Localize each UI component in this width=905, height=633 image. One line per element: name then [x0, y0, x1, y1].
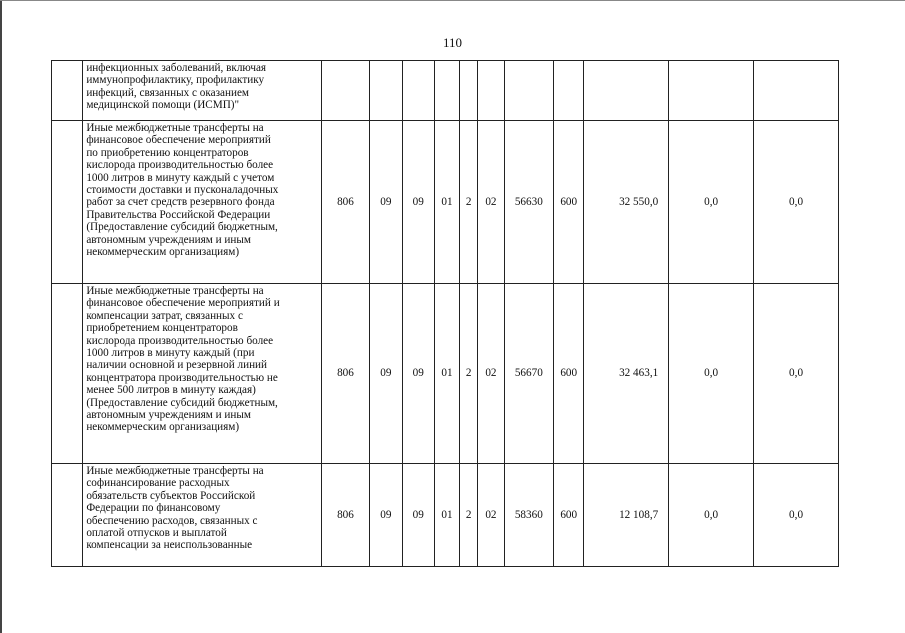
program-code-cell: 01	[434, 464, 459, 567]
table-row	[52, 284, 839, 464]
amount-cell-2	[669, 61, 754, 121]
row-marker-cell	[52, 464, 83, 567]
amount-cell-3: 0,0	[754, 464, 839, 567]
scan-left-edge	[0, 0, 2, 633]
program-code-cell: 01	[434, 121, 459, 284]
event-code-cell	[478, 61, 504, 121]
event-code-cell: 02	[478, 121, 504, 284]
amount-cell-2: 0,0	[669, 284, 754, 464]
amount-cell-3: 0,0	[754, 284, 839, 464]
direction-code-cell: 56670	[504, 284, 554, 464]
amount-cell-1	[584, 61, 669, 121]
direction-code-cell: 56630	[504, 121, 554, 284]
table-row	[52, 61, 839, 121]
event-code-cell: 02	[478, 284, 504, 464]
gr-cell	[321, 61, 369, 121]
description-cell: Иные межбюджетные трансферты на финансовое обеспечение мероприятий по приобретению концентраторов кислорода производительностью более 1000 литров в минуту каждый с учетом стоимости доставки и пусконаладочных работ за счет средств резервного фонда Правительства Российской Федерации (Предоставление субсидий бюджетным, автономным учреждениям и иным некоммерческим организациям)	[83, 121, 321, 284]
amount-cell-1: 32 463,1	[584, 284, 669, 464]
amount-cell-2: 0,0	[669, 121, 754, 284]
subprogram-code-cell: 2	[460, 464, 478, 567]
description-cell: Иные межбюджетные трансферты на софинансирование расходных обязательств субъектов Российской Федерации по финансовому обеспечению расходов, связанных с оплатой отпусков и выплатой компенсации за неиспользованные	[83, 464, 321, 567]
gr-cell: 806	[321, 121, 369, 284]
subprogram-code-cell: 2	[460, 121, 478, 284]
direction-code-cell: 58360	[504, 464, 554, 567]
amount-cell-3	[754, 61, 839, 121]
gr-cell: 806	[321, 464, 369, 567]
table-row	[52, 464, 839, 567]
pr-cell	[402, 61, 434, 121]
pr-cell: 09	[402, 121, 434, 284]
program-code-cell: 01	[434, 284, 459, 464]
amount-cell-1: 12 108,7	[584, 464, 669, 567]
vr-cell: 600	[554, 121, 584, 284]
page-number: 110	[442, 35, 463, 50]
amount-cell-1: 32 550,0	[584, 121, 669, 284]
program-code-cell	[434, 61, 459, 121]
scan-top-edge	[0, 0, 905, 1]
rz-cell: 09	[370, 284, 402, 464]
vr-cell: 600	[554, 464, 584, 567]
rz-cell	[370, 61, 402, 121]
vr-cell: 600	[554, 284, 584, 464]
rz-cell: 09	[370, 464, 402, 567]
description-cell: инфекционных заболеваний, включая иммунопрофилактику, профилактику инфекций, связанных с оказанием медицинской помощи (ИСМП)"	[83, 61, 321, 121]
row-marker-cell	[52, 61, 83, 121]
subprogram-code-cell: 2	[460, 284, 478, 464]
pr-cell: 09	[402, 464, 434, 567]
direction-code-cell	[504, 61, 554, 121]
gr-cell: 806	[321, 284, 369, 464]
budget-table	[51, 60, 839, 567]
amount-cell-2: 0,0	[669, 464, 754, 567]
vr-cell	[554, 61, 584, 121]
subprogram-code-cell	[460, 61, 478, 121]
table-row	[52, 121, 839, 284]
row-marker-cell	[52, 121, 83, 284]
description-cell: Иные межбюджетные трансферты на финансовое обеспечение мероприятий и компенсации затрат, связанных с приобретением концентраторов кислорода производительностью более 1000 литров в минуту каждый (при наличии основной и резервной линий концентратора производительностью не менее 500 литров в минуту каждая) (Предоставление субсидий бюджетным, автономным учреждениям и иным некоммерческим организациям)	[83, 284, 321, 464]
row-marker-cell	[52, 284, 83, 464]
event-code-cell: 02	[478, 464, 504, 567]
amount-cell-3: 0,0	[754, 121, 839, 284]
pr-cell: 09	[402, 284, 434, 464]
rz-cell: 09	[370, 121, 402, 284]
